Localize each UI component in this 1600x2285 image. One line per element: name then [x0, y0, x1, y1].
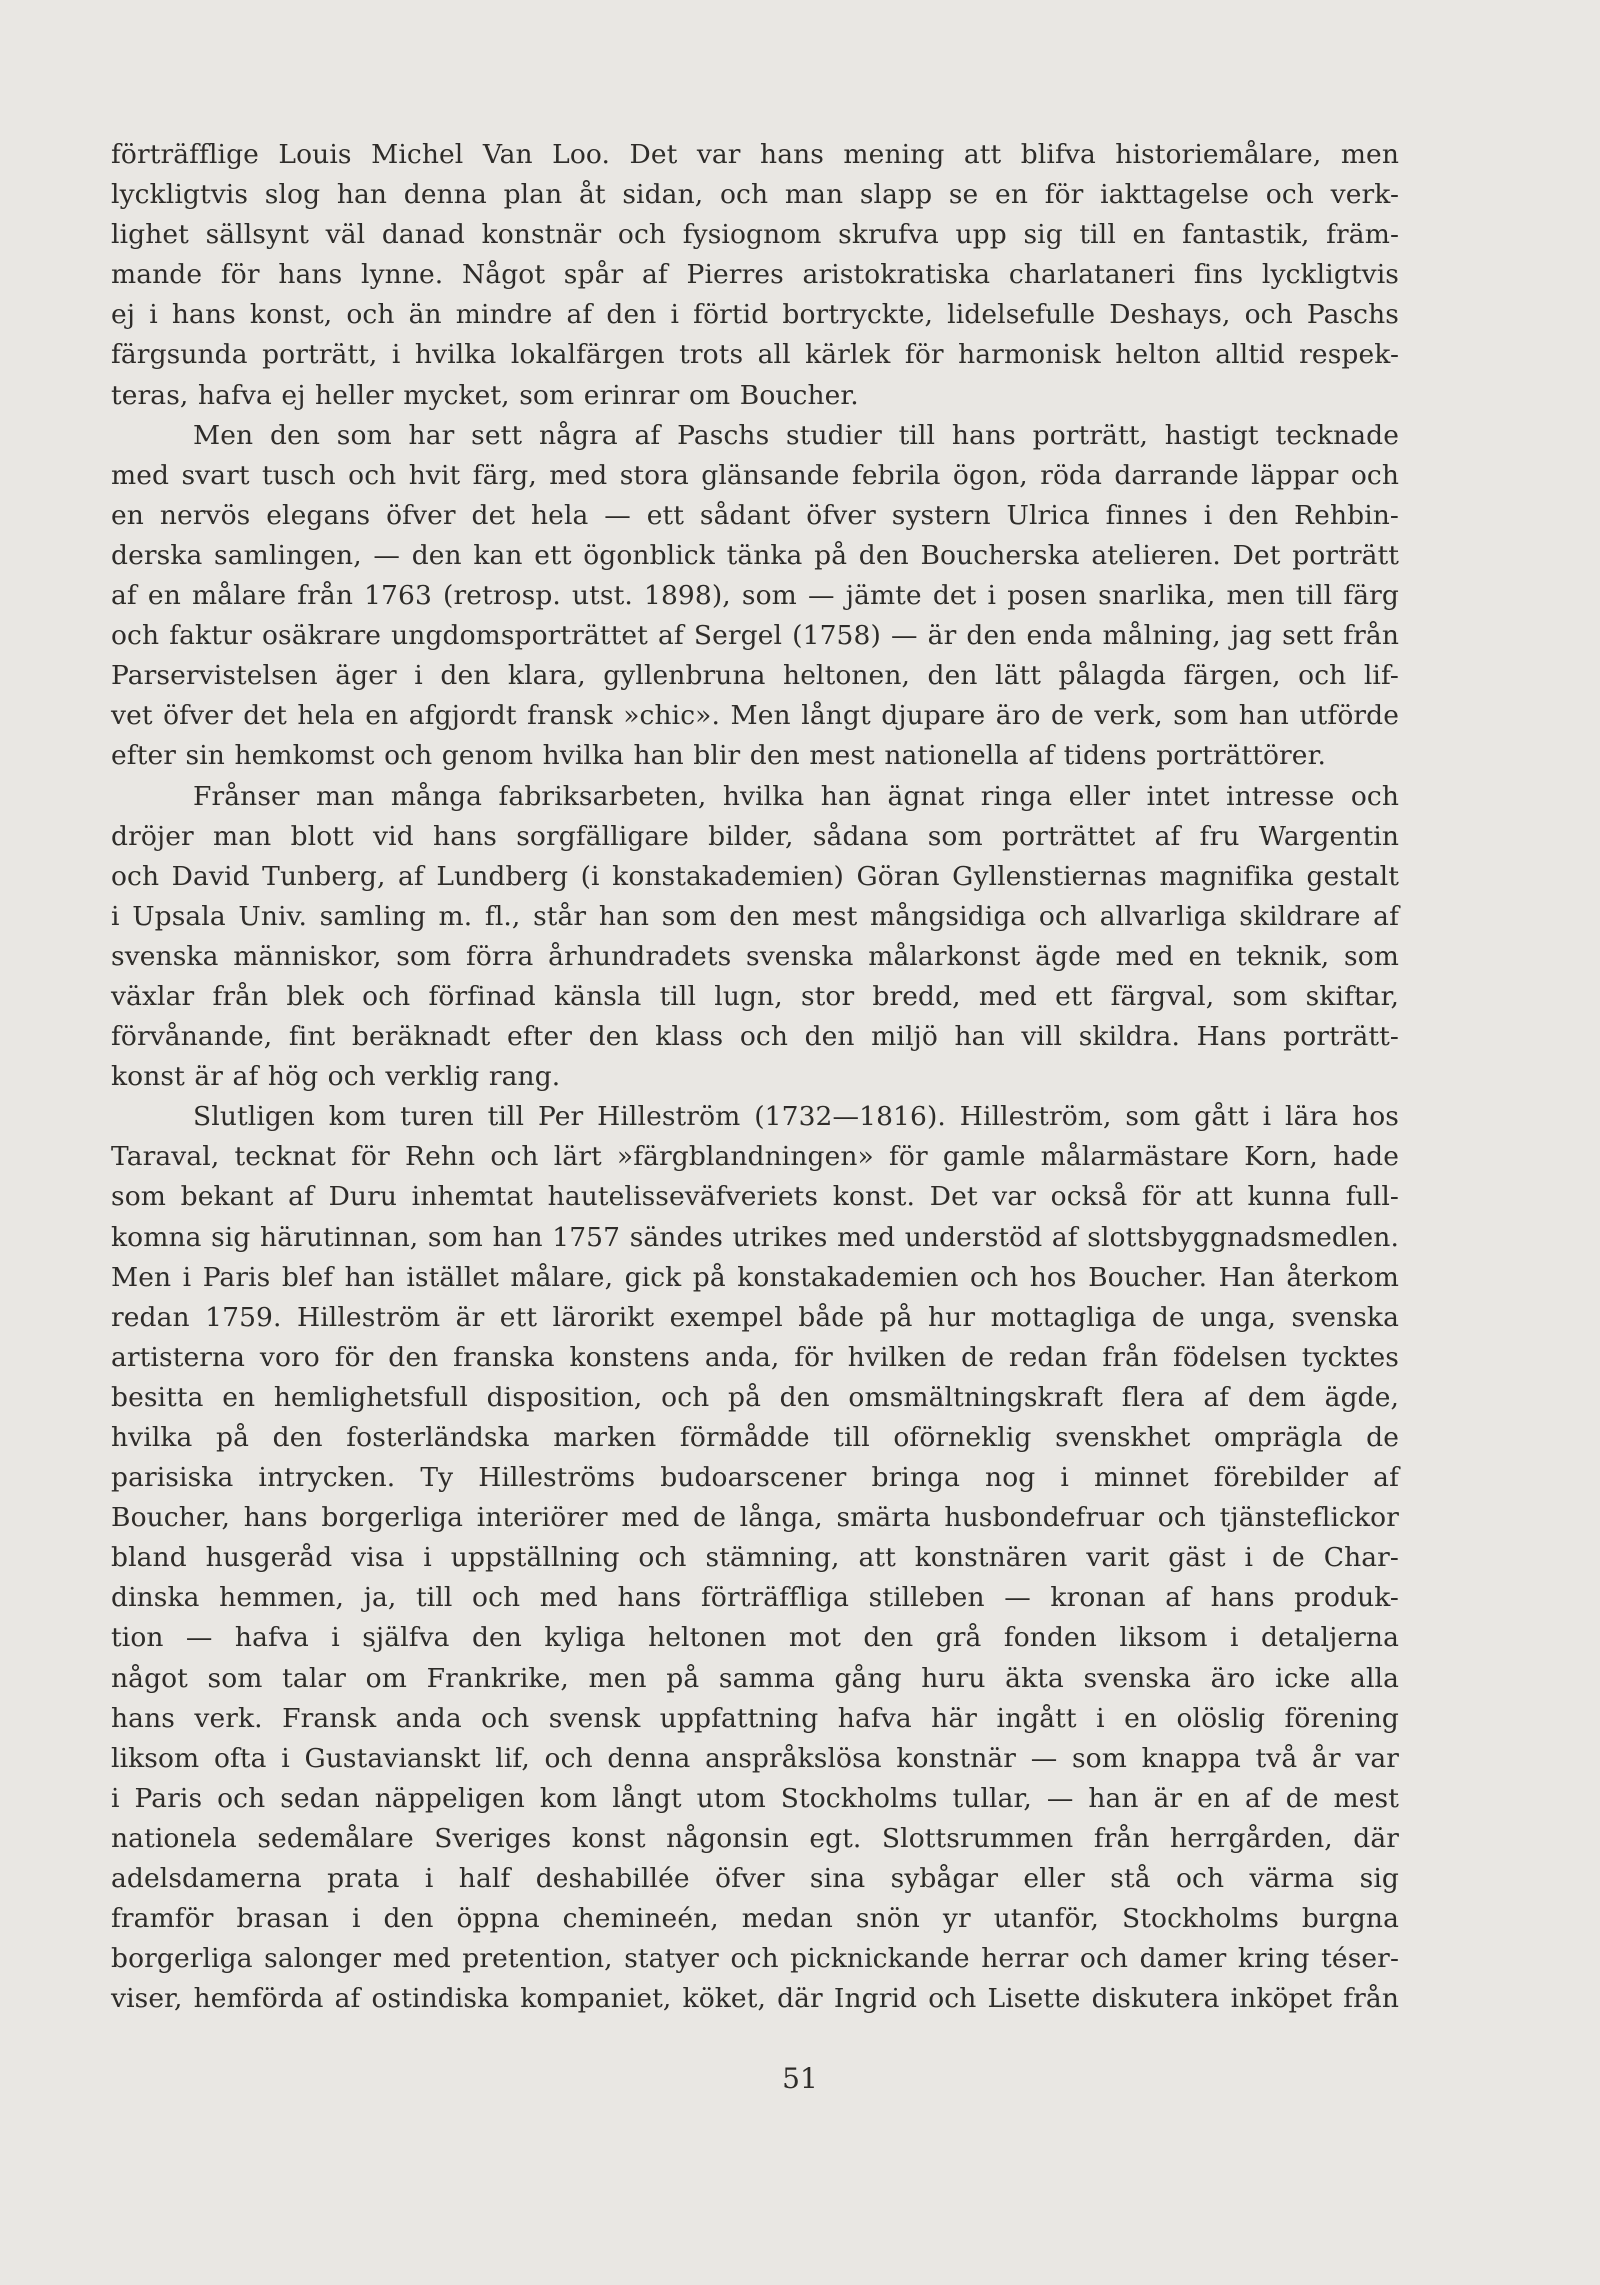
text-line: mande för hans lynne. Något spår af Pierres aristokratiska charlataneri fins lyckligtvis [111, 259, 1399, 291]
page-number: 51 [782, 2062, 818, 2095]
text-line: Taraval, tecknat för Rehn och lärt »färgblandningen» för gamle målarmästare Korn, hade [111, 1141, 1399, 1173]
text-line: Slutligen kom turen till Per Hilleström (1732—1816). Hilleström, som gått i lära hos [193, 1101, 1399, 1133]
text-line: Men i Paris blef han istället målare, gick på konstakademien och hos Boucher. Han återkom [111, 1261, 1399, 1293]
text-line: redan 1759. Hilleström är ett lärorikt exempel både på hur mottagliga de unga, svenska [111, 1301, 1399, 1333]
text-line: komna sig härutinnan, som han 1757 sändes utrikes med understöd af slottsbyggnadsmedlen. [111, 1221, 1399, 1253]
text-line: något som talar om Frankrike, men på samma gång huru äkta svenska äro icke alla [111, 1662, 1399, 1694]
body-text [111, 135, 1399, 2019]
text-line: dinska hemmen, ja, till och med hans förträffliga stilleben — kronan af hans produk- [111, 1582, 1399, 1614]
text-line: med svart tusch och hvit färg, med stora glänsande febrila ögon, röda darrande läppar och [111, 459, 1399, 491]
text-line: Frånser man många fabriksarbeten, hvilka han ägnat ringa eller intet intresse och [193, 780, 1399, 812]
text-line: teras, hafva ej heller mycket, som erinrar om Boucher. [111, 379, 859, 411]
text-line: växlar från blek och förfinad känsla till lugn, stor bredd, med ett färgval, som skiftar, [111, 980, 1399, 1012]
text-line: framför brasan i den öppna chemineén, medan snön yr utanför, Stockholms burgna [111, 1903, 1399, 1935]
text-line: hvilka på den fosterländska marken förmådde till oförneklig svenskhet ompräglа de [111, 1422, 1399, 1453]
text-line: Men den som har sett några af Paschs studier till hans porträtt, hastigt tecknade [193, 419, 1399, 451]
text-line: lighet sällsynt väl danad konstnär och fysiognom skrufva upp sig till en fantastik, främ- [111, 219, 1399, 251]
text-line: dröjer man blott vid hans sorgfälligare bilder, sådana som porträttet af fru Wargentin [111, 820, 1399, 852]
text-line: borgerliga salonger med pretention, statyer och picknickande herrar och damer kring téser- [111, 1943, 1399, 1975]
text-line: som bekant af Duru inhemtat hautelisseväfveriets konst. Det var också för att kunna full- [111, 1181, 1399, 1213]
text-line: en nervös elegans öfver det hela — ett sådant öfver systern Ulrica finnes i den Rehbin- [111, 499, 1399, 531]
text-line: artisterna voro för den franska konstens anda, för hvilken de redan från födelsen tycktes [111, 1341, 1399, 1373]
text-line: besitta en hemlighetsfull disposition, och på den omsmältningskraft flera af dem ägde, [111, 1381, 1399, 1413]
text-line: och faktur osäkrare ungdomsporträttet af Sergel (1758) — är den enda målning, jag sett från [111, 620, 1399, 652]
text-line: adelsdamerna prata i half deshabillée öfver sina sybågar eller stå och värma sig [111, 1863, 1399, 1895]
text-line: konst är af hög och verklig rang. [111, 1061, 561, 1093]
text-line: svenska människor, som förra århundradets svenska målarkonst ägde med en teknik, som [111, 940, 1399, 972]
text-line: bland husgeråd visa i uppställning och stämning, att konstnären varit gäst i de Char- [111, 1542, 1399, 1574]
text-line: i Upsala Univ. samling m. fl., står han som den mest mångsidiga och allvarliga skildrare af [111, 900, 1399, 932]
text-line: liksom ofta i Gustavianskt lif, och denna anspråkslösa konstnär — som knappa två år var [111, 1742, 1399, 1774]
text-line: lyckligtvis slog han denna plan åt sidan, och man slapp se en för iakttagelse och verk- [111, 179, 1399, 211]
text-line: ej i hans konst, och än mindre af den i förtid bortryckte, lidelsefulle Deshays, och Paschs [111, 299, 1399, 331]
text-line: vet öfver det hela en afgjordt fransk »chic». Men långt djupare äro de verk, som han utförde [111, 700, 1399, 732]
text-line: hans verk. Fransk anda och svensk uppfattning hafva här ingått i en olöslig förening [111, 1702, 1399, 1734]
text-line: förträfflige Louis Michel Van Loo. Det var hans mening att blifva historiemålare, men [111, 139, 1399, 170]
text-line: viser, hemförda af ostindiska kompaniet, köket, där Ingrid och Lisette diskutera inköpet från [111, 1983, 1399, 2015]
text-line: parisiska intrycken. Ty Hilleströms budoarscener bringa nog i minnet förebilder af [111, 1462, 1399, 1494]
text-line: Boucher, hans borgerliga interiörer med de långa, smärta husbondefruar och tjänsteflickor [111, 1502, 1399, 1534]
text-line: förvånande, fint beräknadt efter den klass och den miljö han vill skildra. Hans porträtt- [111, 1021, 1399, 1053]
text-line: tion — hafva i själfva den kyliga heltonen mot den grå fonden liksom i detaljerna [111, 1622, 1399, 1654]
text-line: Parservistelsen äger i den klara, gyllenbruna heltonen, den lätt pålagda färgen, och lif- [111, 660, 1399, 692]
text-line: efter sin hemkomst och genom hvilka han blir den mest nationella af tidens porträttörer. [111, 740, 1326, 772]
text-line: af en målare från 1763 (retrosp. utst. 1898), som — jämte det i posen snarlika, men till färg [111, 580, 1399, 612]
text-line: i Paris och sedan näppeligen kom långt utom Stockholms tullar, — han är en af de mest [111, 1782, 1399, 1814]
text-line: färgsunda porträtt, i hvilka lokalfärgen trots all kärlek för harmonisk helton alltid respek- [111, 339, 1399, 371]
text-line: derska samlingen, — den kan ett ögonblick tänka på den Boucherska atelieren. Det porträtt [111, 539, 1399, 571]
text-line: nationela sedemålare Sveriges konst någonsin egt. Slottsrummen från herrgården, där [111, 1822, 1399, 1854]
text-line: och David Tunberg, af Lundberg (i konstakademien) Göran Gyllenstiernas magnifika gestalt [111, 860, 1399, 892]
